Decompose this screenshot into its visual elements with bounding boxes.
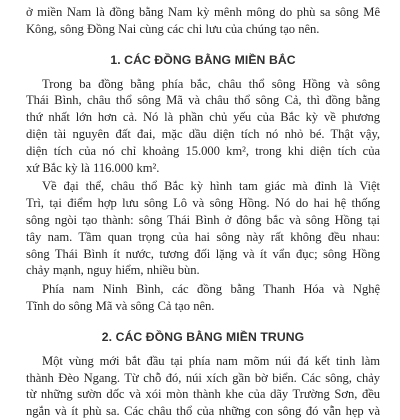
text-line: tây nam. Tầm quan trọng của hai sông này rất không đều nhau: (26, 229, 380, 244)
text-line: Về đại thể, châu thổ Bắc kỳ hình tam giác mà đỉnh là Việt (42, 179, 380, 194)
text-line: Một vùng mới bắt đầu tại phía nam mõm núi đá kết tinh làm (42, 353, 380, 368)
section-heading-northern-deltas: 1. CÁC ĐỒNG BẰNG MIỀN BẮC (110, 52, 296, 67)
paragraph (26, 178, 380, 279)
text-line: diện tài nguyên đất đai, mặc dầu diện tích nó nhỏ bé. Thật vậy, (26, 126, 380, 141)
text-line: Tĩnh do sông Mã và sông Cả tạo nên. (26, 298, 215, 313)
text-line: Kông, sông Đồng Nai cùng các chi lưu của chúng tạo nên. (26, 21, 320, 36)
text-line: Phía nam Ninh Bình, các đồng bằng Thanh Hóa và Nghệ (42, 282, 380, 297)
text-line: ở miền Nam là đồng bằng Nam kỳ mênh mông do phù sa sông Mê (26, 5, 380, 19)
paragraph (26, 281, 380, 315)
text-line: ngắn và ít phù sa. Các châu thổ của những con sông đó vẫn hẹp và (26, 404, 380, 419)
paragraph (26, 76, 380, 177)
text-line: diện tích của nó chỉ khoảng 15.000 km², trong khi diện tích của (26, 143, 380, 158)
text-line: chảy mạnh, nguy hiểm, nhiều bùn. (26, 263, 200, 278)
text-line: Trì, tại điểm hợp lưu sông Lô và sông Hồng. Nó do hai hệ thống (26, 196, 380, 211)
text-line: Thái Bình, châu thổ sông Mã và châu thổ sông Cả, thì đồng bằng (26, 93, 380, 108)
section-heading-central-deltas: 2. CÁC ĐỒNG BẰNG MIỀN TRUNG (101, 329, 305, 344)
text-line: thành Đèo Ngang. Từ chỗ đó, núi xích gần bờ biển. Các sông, chảy (26, 370, 380, 385)
paragraph (26, 353, 380, 420)
text-line: thứ nhất lớn hơn cả. Nó là phần chủ yếu của Bắc kỳ về phương (26, 110, 380, 125)
text-line: từ những sườn dốc và xói mòn thành khe của dãy Trường Sơn, đều (26, 387, 380, 402)
text-line: Trong ba đồng bằng phía bắc, châu thổ sông Hồng và sông (42, 76, 380, 91)
text-line: xứ Bắc kỳ là 116.000 km². (26, 160, 160, 175)
intro-paragraph (26, 4, 380, 38)
text-line: sông ngòi tạo thành: sông Thái Bình ở đông bắc và sông Hồng tại (26, 212, 380, 227)
text-line: sông Thái Bình ít nước, tương đối lặng và ít vẩn đục; sông Hồng (26, 246, 380, 261)
